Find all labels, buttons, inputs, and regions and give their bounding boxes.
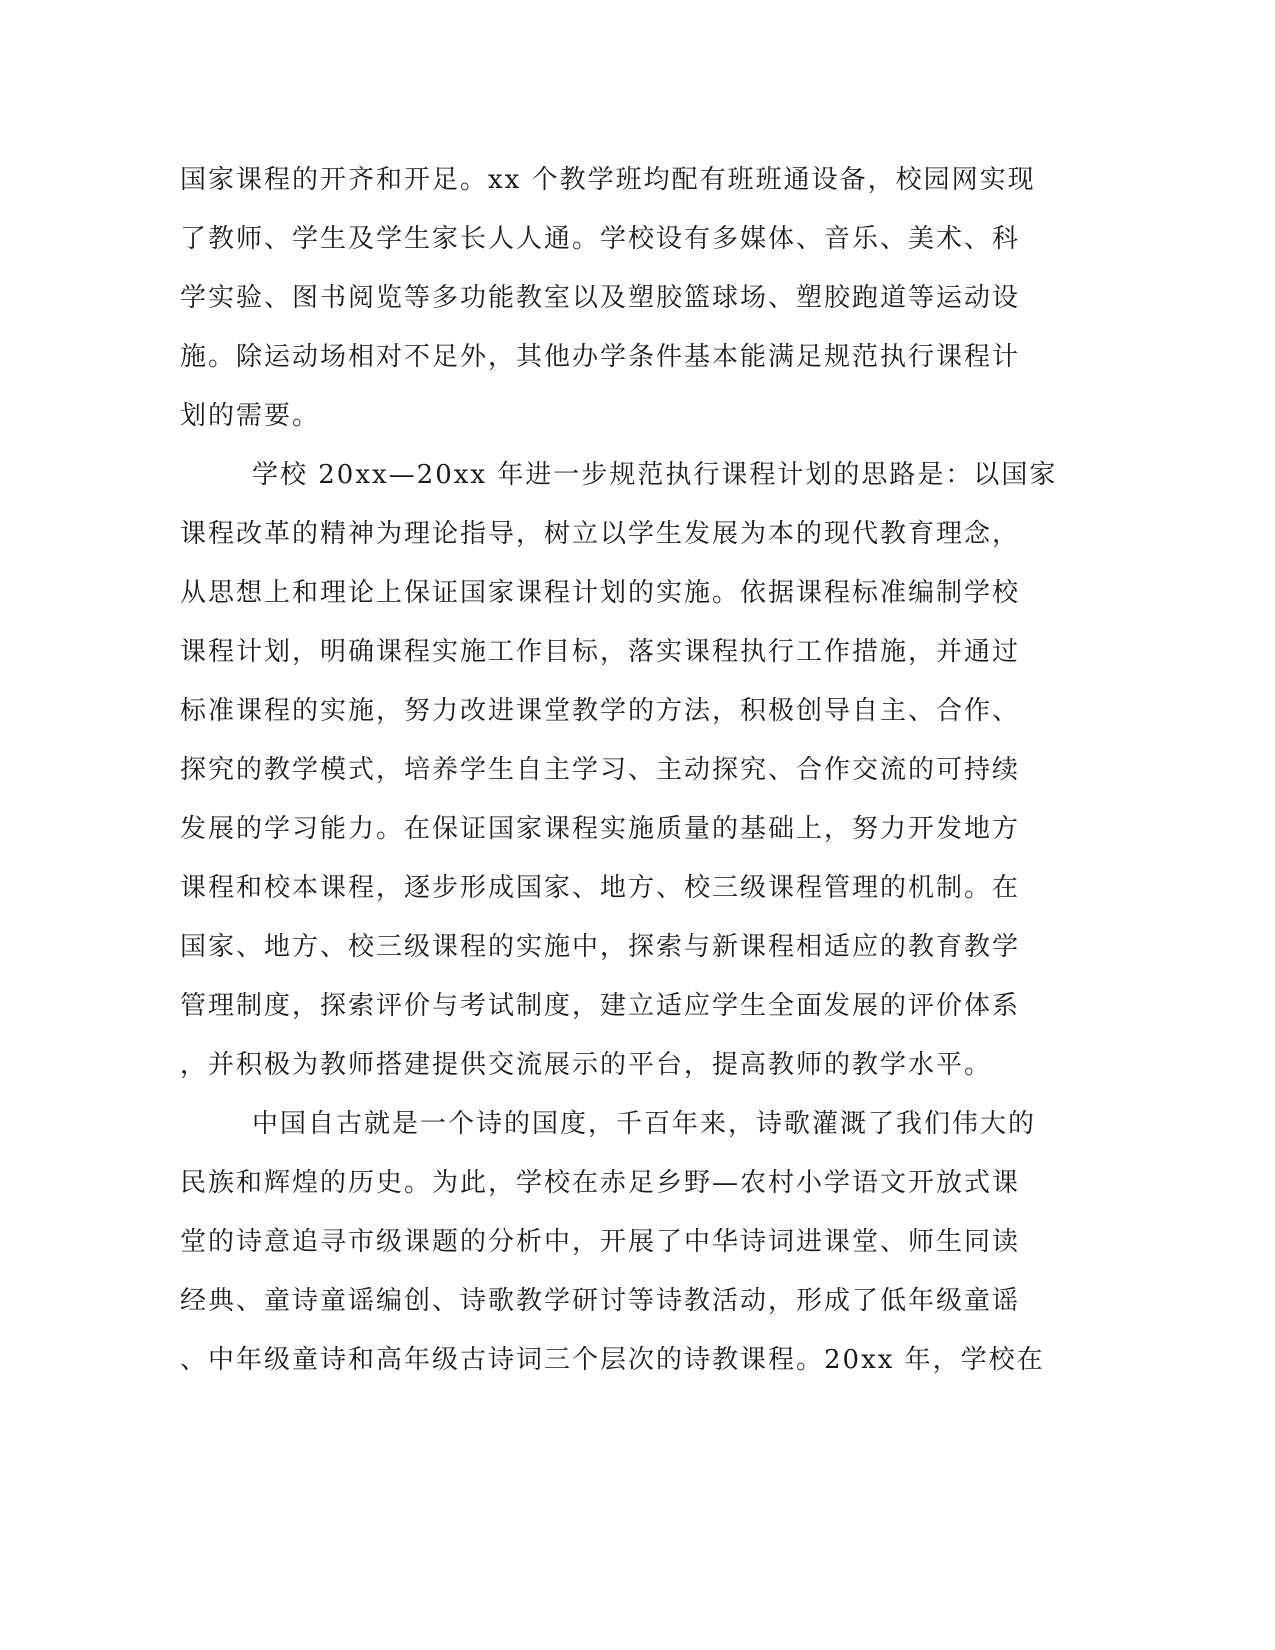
text-line: 发展的学习能力。在保证国家课程实施质量的基础上，努力开发地方 [180,814,1021,844]
text-line: 课程改革的精神为理论指导，树立以学生发展为本的现代教育理念， [180,519,1021,549]
text-line: 、中年级童诗和高年级古诗词三个层次的诗教课程。20xx 年，学校在 [180,1345,1045,1375]
text-line: 国家、地方、校三级课程的实施中，探索与新课程相适应的教育教学 [180,932,1021,962]
text-line: 标准课程的实施，努力改进课堂教学的方法，积极创导自主、合作、 [180,696,1021,726]
text-line: 中国自古就是一个诗的国度，千百年来，诗歌灌溉了我们伟大的 [252,1109,1037,1139]
text-line: 课程和校本课程，逐步形成国家、地方、校三级课程管理的机制。在 [180,873,1021,903]
text-line: 学校 20xx—20xx 年进一步规范执行课程计划的思路是：以国家 [252,460,1058,490]
text-line: 课程计划，明确课程实施工作目标，落实课程执行工作措施，并通过 [180,637,1021,667]
text-line: 施。除运动场相对不足外，其他办学条件基本能满足规范执行课程计 [180,342,1021,372]
text-line: 了教师、学生及学生家长人人通。学校设有多媒体、音乐、美术、科 [180,224,1021,254]
text-line: 民族和辉煌的历史。为此，学校在赤足乡野—农村小学语文开放式课 [180,1168,1021,1198]
text-line: 探究的教学模式，培养学生自主学习、主动探究、合作交流的可持续 [180,755,1021,785]
text-line: ，并积极为教师搭建提供交流展示的平台，提高教师的教学水平。 [180,1050,993,1080]
text-line: 管理制度，探索评价与考试制度，建立适应学生全面发展的评价体系 [180,991,1021,1021]
text-line: 从思想上和理论上保证国家课程计划的实施。依据课程标准编制学校 [180,578,1021,608]
text-line: 国家课程的开齐和开足。xx 个教学班均配有班班通设备，校园网实现 [180,165,1036,195]
text-line: 经典、童诗童谣编创、诗歌教学研讨等诗教活动，形成了低年级童谣 [180,1286,1021,1316]
text-line: 堂的诗意追寻市级课题的分析中，开展了中华诗词进课堂、师生同读 [180,1227,1021,1257]
text-line: 学实验、图书阅览等多功能教室以及塑胶篮球场、塑胶跑道等运动设 [180,283,1021,313]
text-line: 划的需要。 [180,401,321,431]
